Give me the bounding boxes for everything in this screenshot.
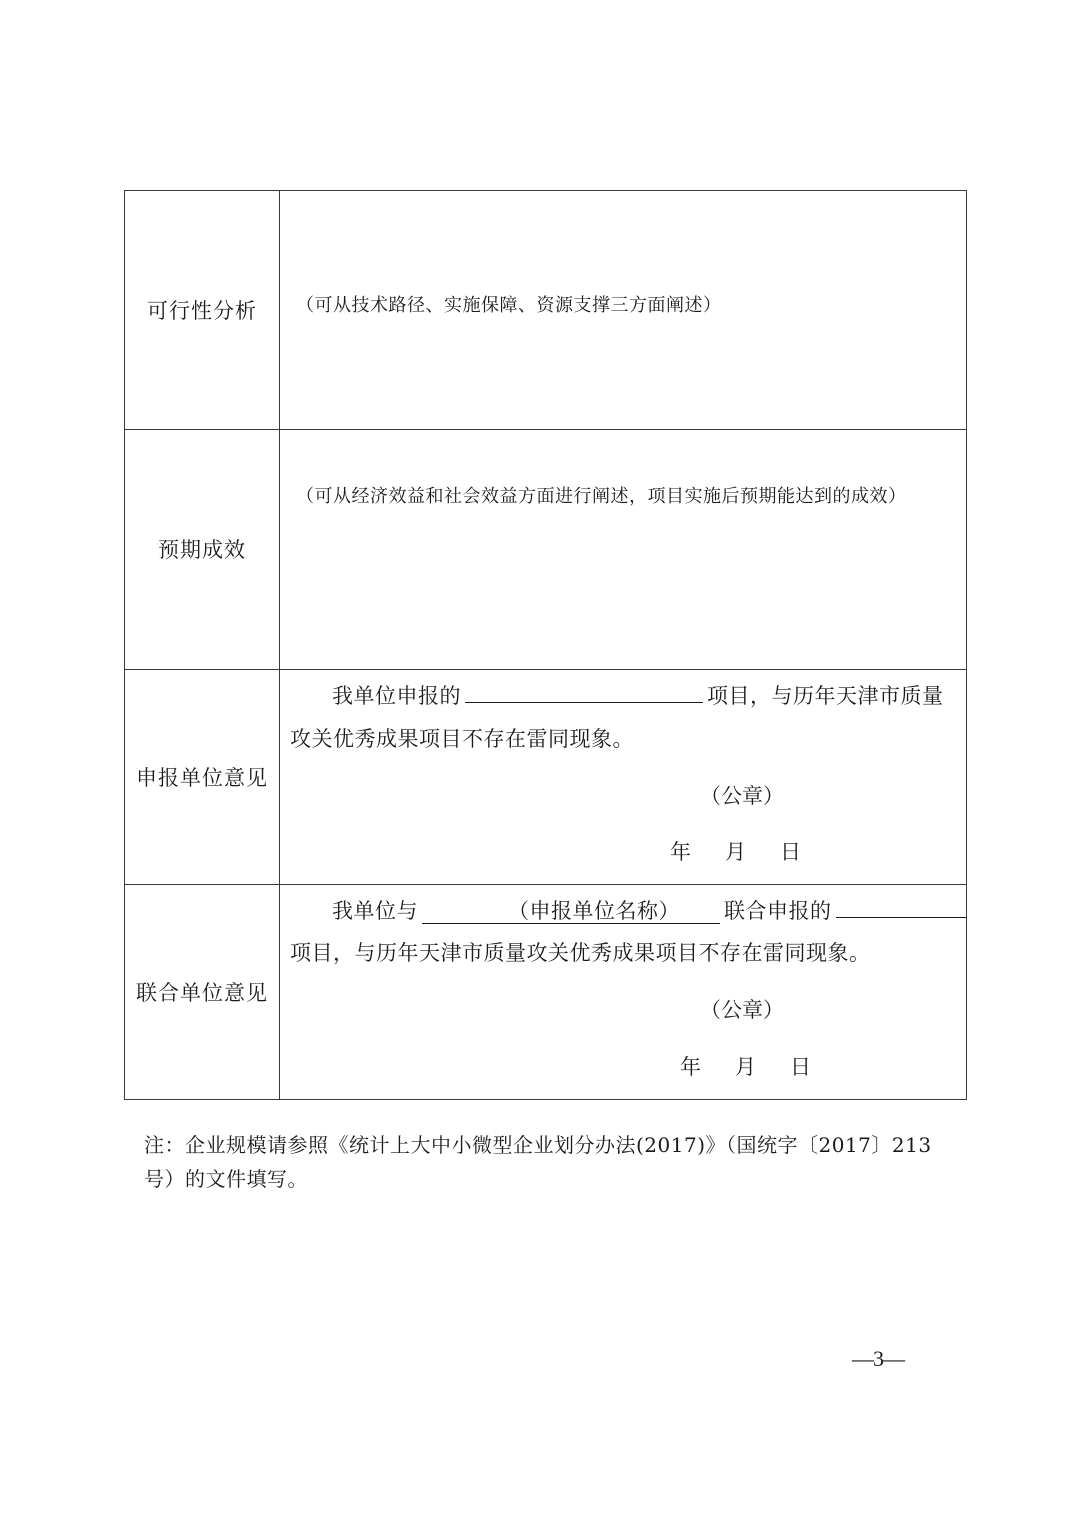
application-form-table [124, 190, 967, 1100]
applicant-statement-line2: 攻关优秀成果项目不存在雷同现象。 [290, 726, 634, 751]
feasibility-row [125, 191, 967, 430]
joint-date-day: 日 [790, 1054, 811, 1079]
joint-opinion-cell [280, 884, 967, 1099]
joint-statement-line1 [332, 895, 970, 925]
applicant-date-month: 月 [725, 839, 746, 864]
joint-date [680, 1051, 811, 1081]
applicant-statement-prefix: 我单位申报的 [332, 683, 461, 708]
page-number: —3— [852, 1346, 904, 1371]
joint-opinion-label: 联合单位意见 [125, 884, 280, 1099]
applicant-opinion-label: 申报单位意见 [125, 669, 280, 884]
applicant-date [670, 836, 801, 866]
joint-seal: （公章） [700, 997, 784, 1022]
feasibility-content-cell[interactable] [280, 191, 967, 430]
joint-statement-prefix: 我单位与 [332, 898, 418, 923]
feasibility-hint: （可从技术路径、实施保障、资源支撑三方面阐述） [296, 295, 722, 316]
joint-statement-line2: 项目，与历年天津市质量攻关优秀成果项目不存在雷同现象。 [290, 940, 871, 965]
joint-opinion-row [125, 884, 967, 1099]
expected-results-label: 预期成效 [125, 430, 280, 669]
applicant-date-year: 年 [670, 839, 691, 864]
expected-results-hint: （可从经济效益和社会效益方面进行阐述，项目实施后预期能达到的成效） [296, 486, 907, 508]
footnote: 注：企业规模请参照《统计上大中小微型企业划分办法(2017)》（国统字〔2017〕213号）的文件填写。 [144, 1133, 932, 1191]
joint-date-year: 年 [680, 1054, 701, 1079]
joint-statement-middle: 联合申报的 [724, 898, 832, 923]
expected-results-content-cell[interactable] [280, 430, 967, 669]
applicant-opinion-row [125, 669, 967, 884]
feasibility-label: 可行性分析 [125, 191, 280, 430]
project-name-blank[interactable] [465, 681, 703, 703]
joint-date-month: 月 [735, 1054, 756, 1079]
applicant-statement-suffix: 项目，与历年天津市质量 [707, 683, 944, 708]
applicant-statement-line1 [332, 680, 944, 710]
applicant-opinion-cell [280, 669, 967, 884]
applicant-seal: （公章） [700, 783, 784, 808]
applicant-date-day: 日 [780, 839, 801, 864]
applicant-name-blank[interactable]: （申报单位名称） [422, 899, 720, 924]
expected-results-row [125, 430, 967, 669]
joint-project-name-blank[interactable] [836, 896, 966, 918]
